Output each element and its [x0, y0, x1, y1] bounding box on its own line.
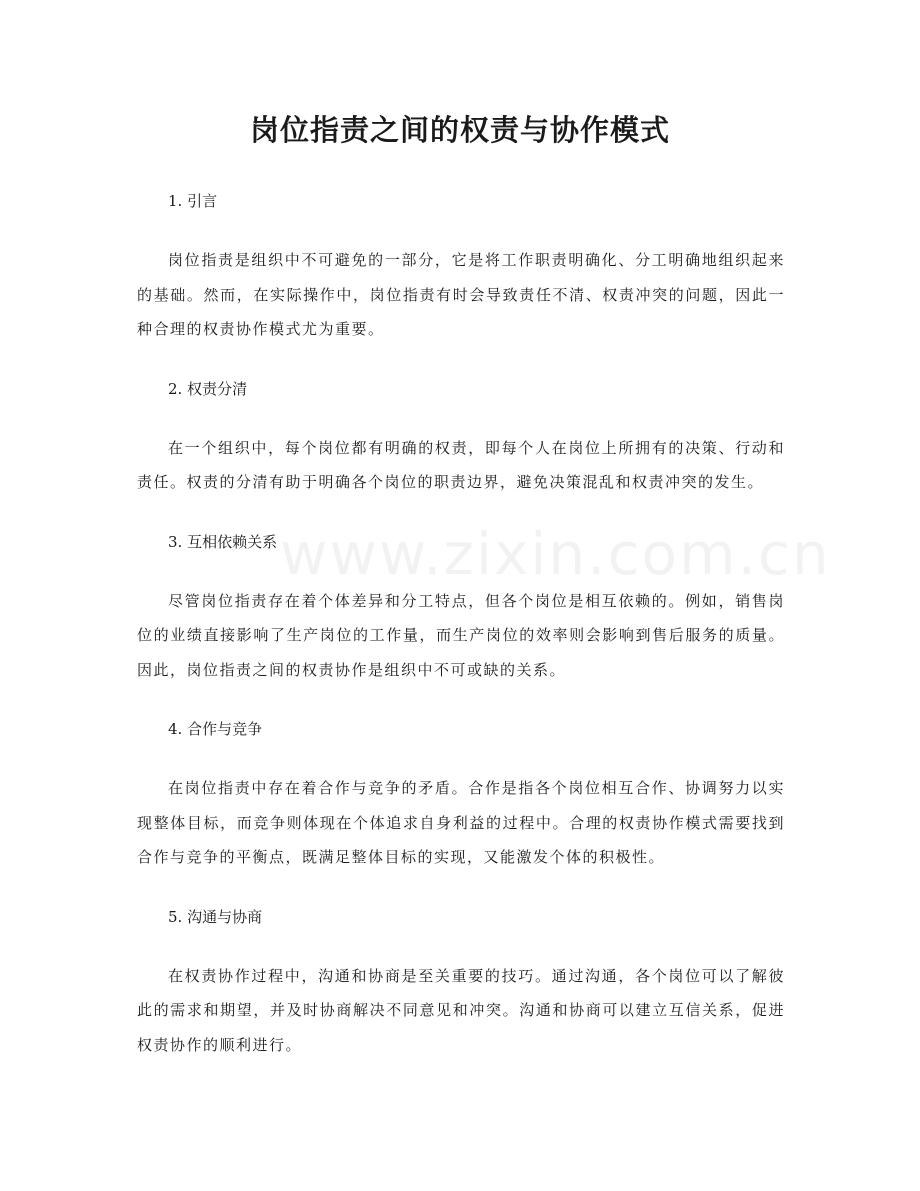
section-heading-3: 3. 互相依赖关系 — [168, 532, 278, 551]
section-paragraph-1: 岗位指责是组织中不可避免的一部分，它是将工作职责明确化、分工明确地组织起来的基础。然而，在实际操作中，岗位指责有时会导致责任不清、权责冲突的问题，因此一种合理的权责协作模式尤为重要。 — [137, 251, 785, 338]
section-heading-2: 2. 权责分清 — [168, 379, 248, 398]
watermark: www.zixin.com.cn — [280, 520, 831, 588]
section-heading-4: 4. 合作与竞争 — [168, 720, 263, 738]
document-body — [137, 186, 831, 1062]
section-heading-1: 1. 引言 — [168, 192, 218, 210]
section-heading-5: 5. 沟通与协商 — [168, 907, 263, 926]
section-paragraph-4: 在岗位指责中存在着合作与竞争的矛盾。合作是指各个岗位相互合作、协调努力以实现整体目标，而竞争则体现在个体追求自身利益的过程中。合理的权责协作模式需要找到合作与竞争的平衡点，既满足整体目标的实现，又能激发个体的积极性。 — [137, 779, 785, 866]
section-paragraph-3: 尽管岗位指责存在着个体差异和分工特点，但各个岗位是相互依赖的。例如，销售岗位的业绩直接影响了生产岗位的工作量，而生产岗位的效率则会影响到售后服务的质量。因此，岗位指责之间的权责协作是组织中不可或缺的关系。 — [137, 591, 785, 679]
section-paragraph-5: 在权责协作过程中，沟通和协商是至关重要的技巧。通过沟通，各个岗位可以了解彼此的需求和期望，并及时协商解决不同意见和冲突。沟通和协商可以建立互信关系，促进权责协作的顺利进行。 — [137, 966, 785, 1054]
document-title: 岗位指责之间的权责与协作模式 — [249, 113, 670, 147]
section-paragraph-2: 在一个组织中，每个岗位都有明确的权责，即每个人在岗位上所拥有的决策、行动和责任。权责的分清有助于明确各个岗位的职责边界，避免决策混乱和权责冲突的发生。 — [137, 438, 785, 491]
